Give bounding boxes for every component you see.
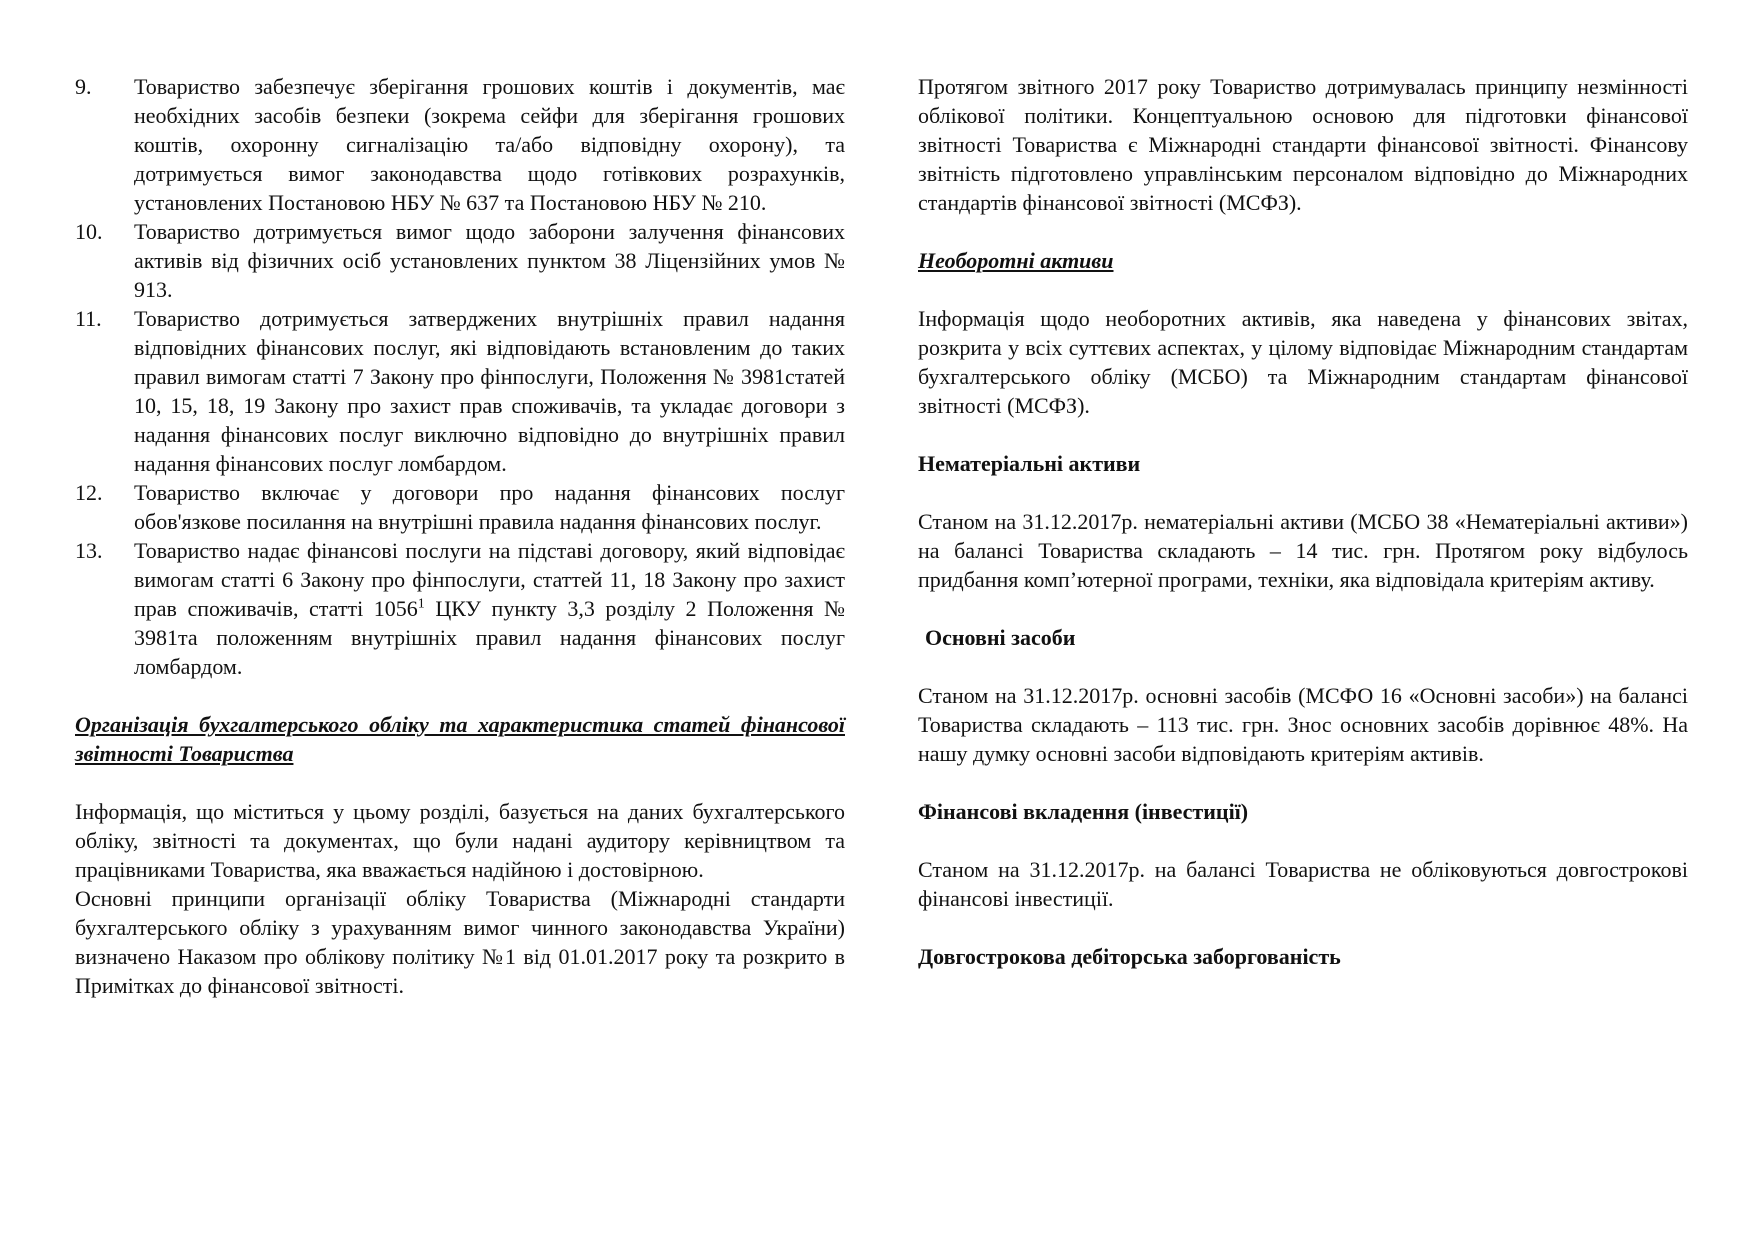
list-number: 11. — [75, 306, 102, 331]
paragraph-info-basis: Інформація, що міститься у цьому розділі, базується на даних бухгалтерського обліку, звітності та документах, що були надані аудитору керівництвом та працівниками Товариства, яка вважається надійною і достовірною. — [75, 799, 845, 882]
list-text: Товариство дотримується затверджених внутрішніх правил надання відповідних фінансових послуг, які відповідають встановленим до таких правил вимогам статті 7 Закону про фінпослуги, Положення № 3981статей 10, 15, 18, 19 Закону про захист прав споживачів, та укладає договори з надання фінансових послуг виключно відповідно до внутрішніх правил надання фінансових послуг ломбардом. — [134, 306, 845, 476]
list-item — [75, 304, 845, 478]
heading-intangible-assets: Нематеріальні активи — [918, 451, 1141, 476]
list-number: 10. — [75, 219, 103, 244]
superscript: 1 — [417, 596, 425, 612]
list-number: 9. — [75, 74, 92, 99]
paragraph-accounting-principles: Основні принципи організації обліку Товариства (Міжнародні стандарти бухгалтерського обліку з урахуванням вимог чинного законодавства України) визначено Наказом про облікову політику №1 від 01.01.2017 року та розкрито в Примітках до фінансової звітності. — [75, 886, 845, 998]
list-text: Товариство включає у договори про надання фінансових послуг обов'язкове посилання на внутрішні правила надання фінансових послуг. — [134, 480, 845, 534]
paragraph-accounting-policy: Протягом звітного 2017 року Товариство дотримувалась принципу незмінності облікової політики. Концептуальною основою для підготовки фінансової звітності Товариства є Міжнародні стандарти фінансової звітності. Фінансову звітність підготовлено управлінським персоналом відповідно до Міжнародних стандартів фінансової звітності (МСФЗ). — [918, 74, 1688, 215]
list-number: 12. — [75, 480, 103, 505]
list-text: Товариство забезпечує зберігання грошових коштів і документів, має необхідних засобів безпеки (зокрема сейфи для зберігання грошових коштів, охоронну сигналізацію та/або відповідну охорону), та дотримується вимог законодавства щодо готівкових розрахунків, установлених Постановою НБУ № 637 та Постановою НБУ № 210. — [134, 74, 845, 215]
list-item — [75, 478, 845, 536]
right-column — [918, 72, 1688, 971]
paragraph-noncurrent-assets: Інформація щодо необоротних активів, яка наведена у фінансових звітах, розкрита у всіх суттєвих аспектах, у цілому відповідає Міжнародним стандартам бухгалтерського обліку (МСБО) та Міжнародним стандартам фінансової звітності (МСФЗ). — [918, 306, 1688, 418]
list-item — [75, 72, 845, 217]
list-number: 13. — [75, 538, 103, 563]
heading-long-term-receivables: Довгострокова дебіторська заборгованість — [918, 944, 1341, 969]
paragraph-fixed-assets: Станом на 31.12.2017р. основні засобів (МСФО 16 «Основні засоби») на балансі Товариства складають – 113 тис. грн. Знос основних засобів дорівнює 48%. На нашу думку основні засоби відповідають критеріям активів. — [918, 683, 1688, 766]
list-text: Товариство дотримується вимог щодо заборони залучення фінансових активів від фізичних осіб установлених пунктом 38 Ліцензійних умов № 913. — [134, 219, 845, 302]
list-text-part: Товариство надає фінансові послуги на підставі договору, який відповідає вимогам статті 6 Закону про фінпослуги, статтей 11, 18 Закону про захист прав споживачів, статті 1056 — [134, 538, 845, 621]
heading-noncurrent-assets: Необоротні активи — [918, 248, 1114, 273]
list-text — [134, 536, 845, 681]
list-text-part: ЦКУ пункту 3,3 розділу 2 Положення № 3981та положенням внутрішніх правил надання фінансових послуг ломбардом. — [134, 596, 845, 679]
paragraph-financial-investments: Станом на 31.12.2017р. на балансі Товариства не обліковуються довгострокові фінансові інвестиції. — [918, 857, 1688, 911]
left-column — [75, 72, 845, 1000]
heading-financial-investments: Фінансові вкладення (інвестиції) — [918, 799, 1249, 824]
section-heading-accounting: Організація бухгалтерського обліку та характеристика статей фінансової звітності Товариства — [75, 712, 845, 766]
list-item — [75, 217, 845, 304]
paragraph-intangible-assets: Станом на 31.12.2017р. нематеріальні активи (МСБО 38 «Нематеріальні активи») на балансі Товариства складають – 14 тис. грн. Протягом року відбулось придбання комп’ютерної програми, техніки, яка відповідала критеріям активу. — [918, 509, 1688, 592]
list-item — [75, 536, 845, 681]
heading-fixed-assets: Основні засоби — [925, 625, 1076, 650]
